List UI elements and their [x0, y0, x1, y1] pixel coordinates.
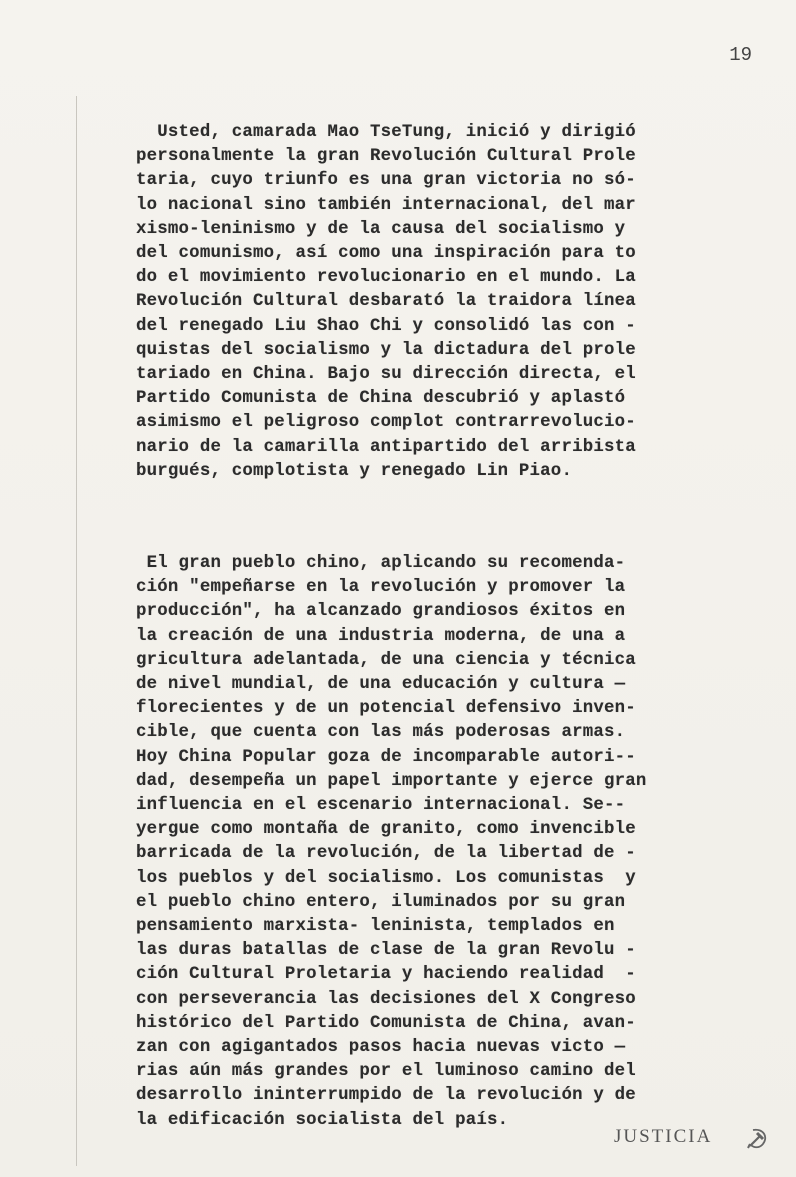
text-line: gricultura adelantada, de una ciencia y técnica — [136, 650, 636, 670]
hammer-and-sickle-icon — [744, 1124, 772, 1152]
page-number: 19 — [729, 44, 752, 66]
text-line: cible, que cuenta con las más poderosas armas. — [136, 723, 626, 743]
text-line: ción "empeñarse en la revolución y promover la — [136, 578, 626, 598]
text-line: con perseverancia las decisiones del X Congreso — [136, 989, 636, 1009]
text-line: Partido Comunista de China descubrió y aplastó — [136, 389, 626, 409]
text-line: florecientes y de un potencial defensivo inven- — [136, 699, 636, 719]
text-line: personalmente la gran Revolución Cultural Prole — [136, 147, 636, 167]
text-line: las duras batallas de clase de la gran Revolu - — [136, 941, 636, 961]
text-line: do el movimiento revolucionario en el mundo. La — [136, 268, 636, 288]
text-line: pensamiento marxista- leninista, templados en — [136, 917, 615, 937]
text-line: tariado en China. Bajo su dirección directa, el — [136, 365, 636, 385]
text-line: el pueblo chino entero, iluminados por su gran — [136, 892, 626, 912]
text-line: los pueblos y del socialismo. Los comunistas y — [136, 868, 636, 888]
text-line: barricada de la revolución, de la libertad de - — [136, 844, 636, 864]
text-line: producción", ha alcanzado grandiosos éxitos en — [136, 602, 626, 622]
text-line: xismo-leninismo y de la causa del socialismo y — [136, 219, 626, 239]
text-line: lo nacional sino también internacional, del mar — [136, 195, 636, 215]
paragraph-1 — [136, 121, 746, 484]
text-line: Usted, camarada Mao TseTung, inició y dirigió — [136, 123, 636, 142]
text-line: burgués, complotista y renegado Lin Piao. — [136, 461, 573, 481]
text-line: dad, desempeña un papel importante y ejerce gran — [136, 771, 647, 791]
signature: JUSTICIA — [614, 1126, 713, 1147]
text-line: quistas del socialismo y la dictadura del prole — [136, 340, 636, 360]
paragraph-2 — [136, 552, 746, 1133]
text-line: Revolución Cultural desbarató la traidora línea — [136, 292, 636, 312]
text-line: del comunismo, así como una inspiración para to — [136, 244, 636, 264]
text-line: El gran pueblo chino, aplicando su recomenda- — [136, 554, 626, 573]
text-line: histórico del Partido Comunista de China, avan- — [136, 1013, 636, 1033]
text-line: rias aún más grandes por el luminoso camino del — [136, 1062, 636, 1082]
text-line: desarrollo ininterrumpido de la revolución y de — [136, 1086, 636, 1106]
margin-rule — [76, 96, 77, 1166]
text-line: la creación de una industria moderna, de una a — [136, 626, 626, 646]
text-line: la edificación socialista del país. — [136, 1110, 509, 1130]
text-line: ción Cultural Proletaria y haciendo realidad - — [136, 965, 636, 985]
text-line: zan con agigantados pasos hacia nuevas victo — — [136, 1038, 626, 1058]
text-line: asimismo el peligroso complot contrarrevolucio- — [136, 413, 636, 433]
text-line: de nivel mundial, de una educación y cultura — — [136, 675, 626, 695]
text-line: Hoy China Popular goza de incomparable autori-- — [136, 747, 636, 767]
text-line: yergue como montaña de granito, como invencible — [136, 820, 636, 840]
text-line: del renegado Liu Shao Chi y consolidó las con - — [136, 316, 636, 336]
text-line: nario de la camarilla antipartido del arribista — [136, 437, 636, 457]
text-line: taria, cuyo triunfo es una gran victoria no só- — [136, 171, 636, 191]
text-line: influencia en el escenario internacional. Se-- — [136, 796, 626, 816]
